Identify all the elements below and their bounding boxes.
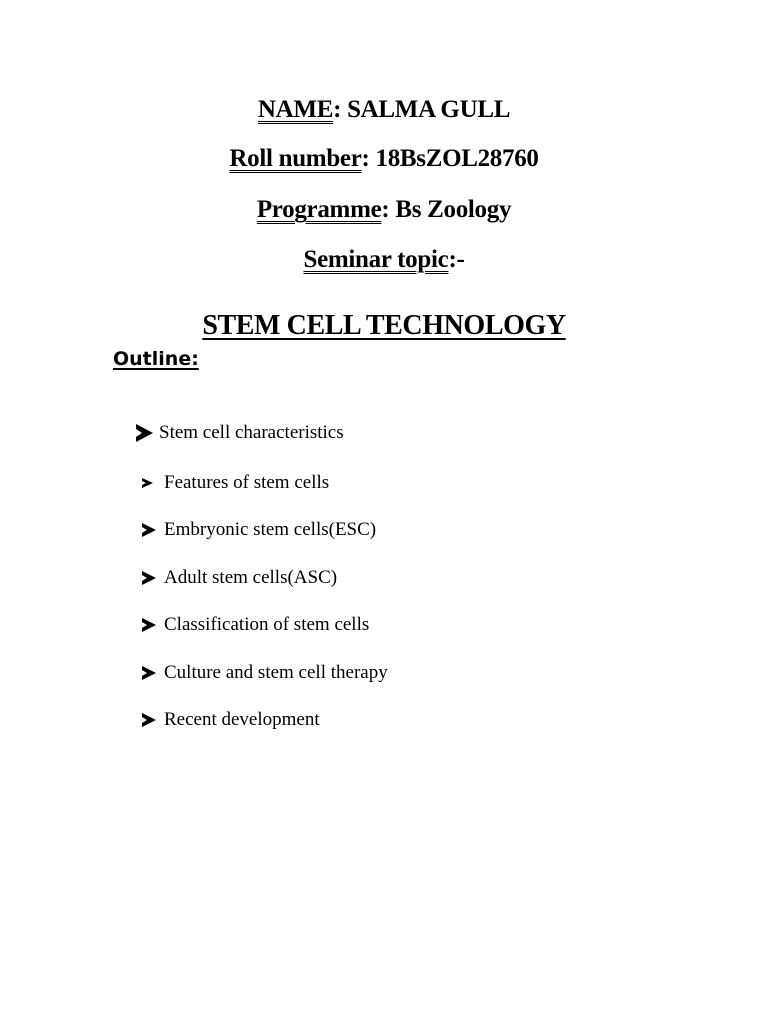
roll-number-line: [0, 144, 768, 174]
seminar-topic-line: [0, 245, 768, 275]
programme-line: [0, 195, 768, 225]
outline-item-text: Stem cell characteristics: [159, 422, 344, 443]
outline-item-text: Culture and stem cell therapy: [164, 662, 388, 683]
seminar-topic-separator: :-: [448, 246, 465, 273]
outline-item: [136, 421, 344, 445]
name-label: NAME: [257, 96, 334, 123]
programme-separator: :: [381, 196, 390, 223]
outline-item: [142, 661, 388, 685]
seminar-title: [0, 310, 768, 342]
student-name-line: [0, 95, 768, 125]
roll-number-separator: :: [361, 145, 370, 172]
arrowhead-bullet-icon: [142, 713, 156, 727]
arrowhead-bullet-icon: [142, 478, 153, 488]
outline-item: [142, 518, 376, 542]
arrowhead-bullet-icon: [136, 424, 153, 442]
seminar-topic-label: Seminar topic: [303, 246, 449, 273]
arrowhead-bullet-icon: [142, 666, 156, 680]
outline-item: [142, 471, 329, 495]
outline-item: [142, 566, 337, 590]
outline-item: [142, 708, 320, 732]
roll-number-value: 18BsZOL28760: [369, 145, 539, 172]
arrowhead-bullet-icon: [142, 618, 156, 632]
name-value: SALMA GULL: [341, 96, 511, 123]
programme-label: Programme: [256, 196, 382, 223]
outline-item-text: Classification of stem cells: [164, 614, 370, 635]
seminar-title-text: STEM CELL TECHNOLOGY: [202, 310, 566, 341]
arrowhead-bullet-icon: [142, 571, 156, 585]
outline-item-text: Adult stem cells(ASC): [164, 567, 338, 588]
outline-item: [142, 613, 369, 637]
roll-number-label: Roll number: [229, 145, 362, 172]
outline-item-text: Features of stem cells: [164, 472, 330, 493]
arrowhead-bullet-icon: [142, 523, 156, 537]
programme-value: Bs Zoology: [389, 196, 512, 223]
name-separator: :: [333, 96, 342, 123]
outline-item-text: Recent development: [164, 709, 320, 730]
outline-item-text: Embryonic stem cells(ESC): [164, 519, 377, 540]
outline-heading: Outline:: [113, 348, 199, 370]
